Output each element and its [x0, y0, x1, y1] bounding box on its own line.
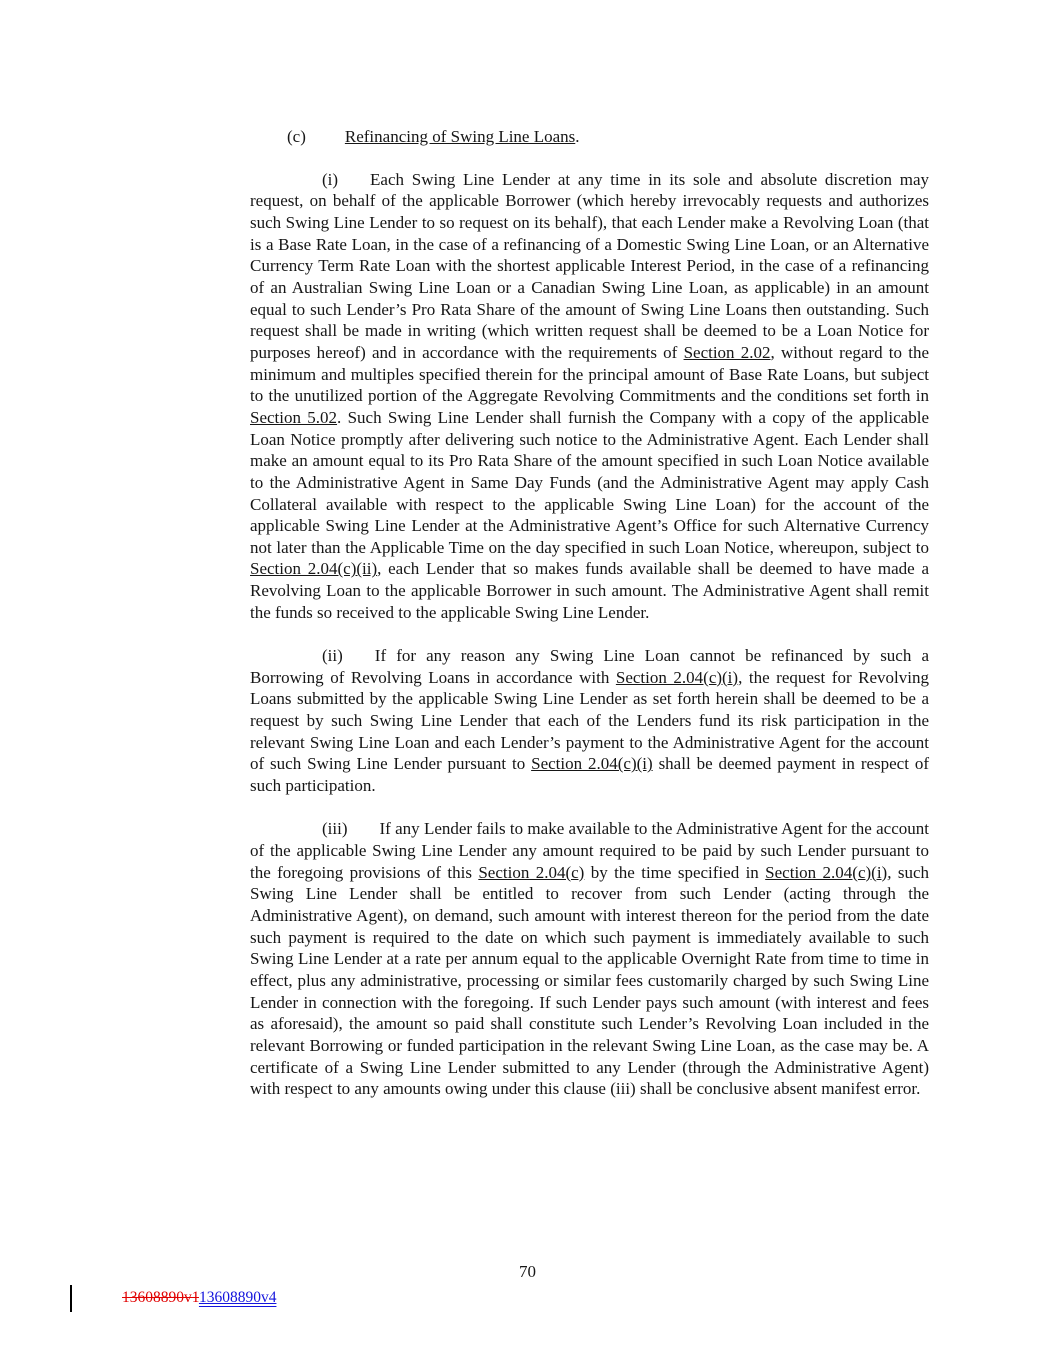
heading-title: Refinancing of Swing Line Loans [344, 127, 576, 146]
paragraph-iii [250, 818, 929, 1100]
deleted-doc-id: 13608890v1 [122, 1289, 199, 1306]
paragraph-ii [250, 645, 929, 797]
page-number: 70 [519, 1262, 536, 1281]
paragraph-label: (iii) [322, 819, 348, 839]
change-bar-icon [70, 1285, 72, 1312]
heading-period: . [575, 127, 580, 146]
revision-marks [122, 1288, 276, 1308]
paragraph-text: Each Swing Line Lender at any time in its sole and absolute discretion may request, on behalf of the applicable Borrower (which hereby irrevocably requests and authorizes such Swing Line Lender to so request on its behalf), that each Lender make a Revolving Loan (that is a Base Rate Loan, in the case of a refinancing of a Domestic Swing Line Loan, or an Alternative Currency Term Rate Loan with the shortest applicable Interest Period, in the case of a refinancing of an Australian Swing Line Loan or a Canadian Swing Line Loan, as applicable) in an amount equal to such Lender’s Pro Rata Share of the amount of Swing Line Loans then outstanding. Such request shall be made in writing (which written request shall be deemed to be a Loan Notice for purposes hereof) and in accordance with the requirements of Section 2.02, without regard to the minimum and multiples specified therein for the principal amount of Base Rate Loans, but subject to the unutilized portion of the Aggregate Revolving Commitments and the conditions set forth in Section 5.02. Such Swing Line Lender shall furnish the Company with a copy of the applicable Loan Notice promptly after delivering such notice to the Administrative Agent. Each Lender shall make an amount equal to its Pro Rata Share of the amount specified in such Loan Notice available to the Administrative Agent in Same Day Funds (and the Administrative Agent may apply Cash Collateral available with respect to the applicable Swing Line Loan) for the account of the applicable Swing Line Lender at the Administrative Agent’s Office for such Alternative Currency not later than the Applicable Time on the day specified in such Loan Notice, whereupon, subject to Section 2.04(c)(ii), each Lender that so makes funds available shall be deemed to have made a Revolving Loan to the applicable Borrower in such amount. The Administrative Agent shall remit the funds so received to the applicable Swing Line Lender. [250, 169, 929, 622]
heading-number: (c) [287, 127, 306, 146]
paragraph-text: If for any reason any Swing Line Loan cannot be refinanced by such a Borrowing of Revolving Loans in accordance with Section 2.04(c)(i), the request for Revolving Loans submitted by the applicable Swing Line Lender as set forth herein shall be deemed to be a request by such Swing Line Lender that each of the Lenders fund its risk participation in the relevant Swing Line Loan and each Lender’s payment to the Administrative Agent for the account of such Swing Line Lender pursuant to Section 2.04(c)(i) shall be deemed payment in respect of such participation. [250, 646, 930, 796]
paragraph-label: (ii) [322, 646, 343, 666]
paragraph-i [250, 169, 929, 624]
section-heading [250, 126, 929, 148]
inserted-doc-id: 13608890v4 [198, 1289, 277, 1306]
document-body [250, 126, 929, 1100]
paragraph-text: If any Lender fails to make available to the Administrative Agent for the account of the applicable Swing Line Lender any amount required to be paid by such Lender pursuant to the foregoing provisions of this Section 2.04(c) by the time specified in Section 2.04(c)(i), such Swing Line Lender shall be entitled to recover from such Lender (acting through the Administrative Agent), on demand, such amount with interest thereon for the period from the date such payment is required to the date on which such payment is immediately available to such Swing Line Lender at a rate per annum equal to the applicable Overnight Rate from time to time in effect, plus any administrative, processing or similar fees customarily charged by such Swing Line Lender in connection with the foregoing. If such Lender pays such amount (with interest and fees as aforesaid), the amount so paid shall constitute such Lender’s Revolving Loan included in the relevant Borrowing or funded participation in the relevant Swing Line Loan, as the case may be. A certificate of a Swing Line Lender submitted to any Lender (through the Administrative Agent) with respect to any amounts owing under this clause (iii) shall be conclusive absent manifest error. [250, 819, 930, 1099]
paragraph-label: (i) [322, 169, 339, 189]
